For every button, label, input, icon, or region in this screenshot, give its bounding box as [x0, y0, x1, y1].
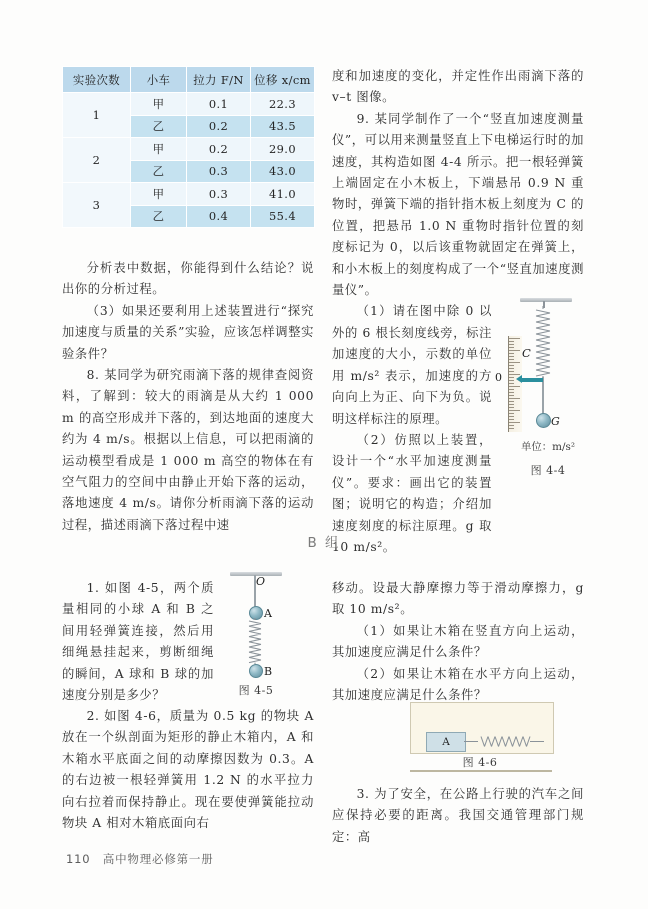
paragraph-question-9-1: （1）请在图中除 0 以外的 6 根长刻度线旁，标注加速度的大小，示数的单位用 m/s² 表示，加速度的方向向上为正、向下为负。说明这样标注的原理。: [332, 304, 492, 426]
figure-4-4: [488, 292, 608, 492]
table-header-displacement: 位移 x/cm: [251, 67, 315, 93]
experiment-data-table: [62, 66, 315, 228]
footer-book-title: 高中物理必修第一册: [102, 852, 214, 866]
table-cell-force: 0.2: [187, 115, 251, 138]
paragraph-analyze-data: 分析表中数据，你能得到什么结论？说出你的分析过程。: [62, 261, 314, 297]
table-header-force: 拉力 F/N: [187, 67, 251, 93]
table-cell-trial-index: 2: [63, 138, 131, 183]
paragraph-question-9: 9. 某同学制作了一个“竖直加速度测量仪”，可以用来测量竖直上下电梯运行时的加速度，其构造如图 4-4 所示。把一根轻弹簧上端固定在小木板上，下端悬吊 0.9 N 重物时，弹簧下端的指针指木板上刻度为 C 的位置，把悬吊 1.0 N 重物时指针位置的刻度标记为 0，以后该重物就固定在弹簧上，和小木板上的刻度构成了一个“竖直加速度测量仪”。: [332, 111, 584, 298]
string-icon: [254, 575, 255, 608]
paragraph-question-8-continued: 度和加速度的变化，并定性作出雨滴下落的 v–t 图像。: [332, 69, 584, 105]
figure-4-4-unit-label: 单位：m/s²: [520, 441, 576, 453]
table-cell-cart: 乙: [131, 160, 187, 183]
right-column-b: [332, 578, 584, 706]
table-cell-force: 0.2: [187, 138, 251, 161]
figure-4-5: [216, 568, 312, 708]
spring-icon: [246, 618, 264, 666]
paragraph-b-question-2-continued: 移动。设最大静摩擦力等于滑动摩擦力，g 取 10 m/s²。: [332, 581, 584, 617]
left-column-top: [62, 258, 314, 536]
table-cell-force: 0.4: [187, 205, 251, 228]
paragraph-question-8: 8. 某同学为研究雨滴下落的规律查阅资料，了解到：较大的雨滴是从大约 1 000 m 的高空形成并下落的，到达地面的速度大约为 4 m/s。根据以上信息，可以把雨滴的运动模型看成是 1 000 m 高空的物体在有空气阻力的空间中由静止开始下落的运动，落地速度 4 m/s。请你分析雨滴下落的运动过程，描述雨滴下落过程中速: [62, 368, 314, 532]
hanging-rod: [542, 377, 544, 417]
figure-4-5-label-o: O: [256, 575, 266, 588]
table-header-trial: 实验次数: [63, 67, 131, 93]
table-cell-cart: 甲: [131, 138, 187, 161]
pointer-arrow-icon: [521, 378, 543, 382]
table-cell-cart: 甲: [131, 183, 187, 206]
figure-4-4-label-c: C: [522, 346, 531, 360]
block-a: A: [426, 732, 466, 752]
table-cell-displacement: 41.0: [251, 183, 315, 206]
ball-b-icon: [249, 664, 263, 678]
left-column-b-q2: [62, 706, 314, 834]
table-row: [63, 93, 315, 116]
table-cell-displacement: 22.3: [251, 93, 315, 116]
table-cell-force: 0.3: [187, 183, 251, 206]
table-cell-cart: 乙: [131, 115, 187, 138]
paragraph-b-question-2-1: （1）如果让木箱在竖直方向上运动，其加速度应满足什么条件？: [332, 623, 584, 660]
weight-ball-icon: [536, 413, 551, 428]
figure-4-4-caption: 图 4-4: [530, 464, 566, 477]
figure-4-5-label-a: A: [264, 607, 272, 620]
table-cell-trial-index: 3: [63, 183, 131, 228]
table-cell-displacement: 43.5: [251, 115, 315, 138]
table-cell-displacement: 29.0: [251, 138, 315, 161]
figure-4-4-label-g: G: [551, 415, 560, 428]
table-row: [63, 138, 315, 161]
paragraph-b-question-1: 1. 如图 4-5，两个质量相同的小球 A 和 B 之间用轻弹簧连接，然后用细绳悬挂起来，剪断细绳的瞬间，A 球和 B 球的加速度分别是多少？: [62, 581, 214, 703]
paragraph-b-question-2-2: （2）如果让木箱在水平方向上运动，其加速度应满足什么条件？: [332, 666, 584, 703]
table-header-cart: 小车: [131, 67, 187, 93]
table-cell-cart: 乙: [131, 205, 187, 228]
paragraph-b-question-3: 3. 为了安全，在公路上行驶的汽车之间应保持必要的距离。我国交通管理部门规定：高: [332, 787, 584, 844]
table-cell-trial-index: 1: [63, 93, 131, 138]
section-heading-group-b: B 组: [307, 535, 341, 551]
spring-icon: [464, 735, 544, 748]
figure-4-5-label-b: B: [264, 665, 273, 678]
left-column-b-q1: [62, 578, 214, 706]
table-cell-displacement: 55.4: [251, 205, 315, 228]
paragraph-question-9-2: （2）仿照以上装置，设计一个“水平加速度测量仪”。要求：画出它的装置图；说明它的构造；介绍加速度刻度的标注原理。g 取 10 m/s²。: [332, 432, 492, 554]
table-cell-displacement: 43.0: [251, 160, 315, 183]
paragraph-question-3: （3）如果还要利用上述装置进行“探究加速度与质量的关系”实验，应该怎样调整实验条件？: [62, 303, 314, 361]
table-header-row: [63, 67, 315, 93]
figure-4-6: [404, 702, 556, 772]
figure-4-6-caption: 图 4-6: [462, 756, 498, 769]
table-cell-force: 0.3: [187, 160, 251, 183]
scale-ruler-icon: [508, 336, 522, 432]
table-cell-force: 0.1: [187, 93, 251, 116]
right-column-b-q3: [332, 784, 584, 848]
spring-icon: [533, 306, 553, 379]
figure-4-4-label-zero: 0: [495, 371, 502, 384]
footer-page-number: 110: [66, 852, 91, 866]
table-row: [63, 183, 315, 206]
figure-4-5-caption: 图 4-5: [238, 684, 274, 697]
box-floor-icon: [410, 770, 552, 772]
paragraph-b-question-2: 2. 如图 4-6，质量为 0.5 kg 的物块 A 放在一个纵剖面为矩形的静止木箱内，A 和木箱水平底面之间的动摩擦因数为 0.3。A 的右边被一根轻弹簧用 1.2 N 的水平拉力向右拉着而保持静止。现在要使弹簧能拉动物块 A 相对木箱底面向右: [62, 709, 314, 831]
page-footer: [66, 851, 214, 867]
table-cell-cart: 甲: [131, 93, 187, 116]
support-board-icon: [520, 298, 572, 302]
